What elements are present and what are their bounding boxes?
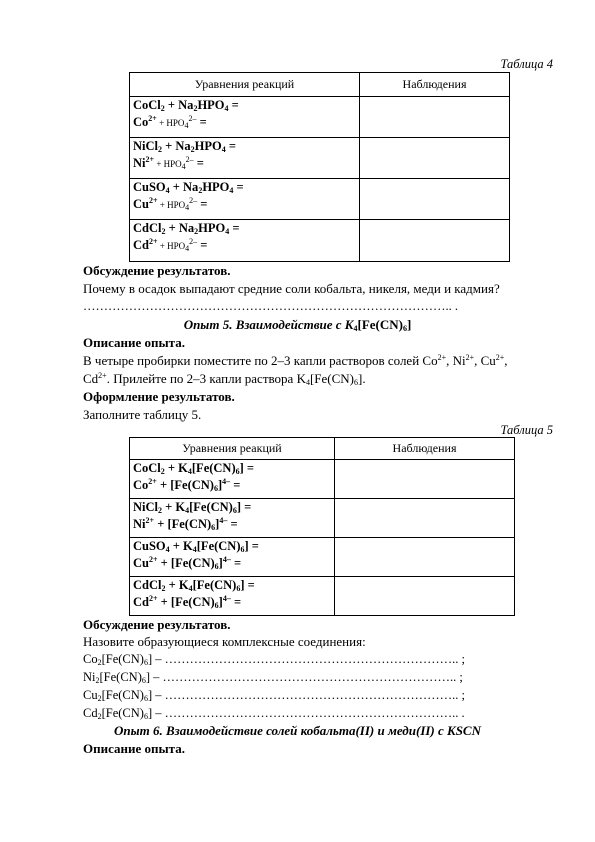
answer-dots[interactable]: …………………………………………………………………………….. . (83, 299, 458, 313)
equation-line: NiCl$_2$ + $Na_2HPO_4$ = (133, 139, 236, 154)
equation-line: CdCl$_2$ + $Na_2HPO_4$ = (133, 221, 240, 236)
table4-observation-cell[interactable] (360, 179, 510, 220)
table4-observation-cell[interactable] (360, 138, 510, 179)
equation-line: CoCl$_2$ + $K_4[Fe(CN)_6]$ = (133, 461, 255, 476)
experiment6-title: Опыт 6. Взаимодействие солей кобальта(II) и меди(II) с KSCN (114, 723, 481, 738)
ionic-equation-line: $Co^{2+} + [Fe(CN)_6]^{4-}$ = (133, 477, 241, 493)
formatting-heading: Оформление результатов. (83, 389, 235, 404)
table5-row (130, 577, 515, 616)
table5-header-row (130, 438, 515, 460)
discussion2-prompt: Назовите образующиеся комплексные соединения: (83, 634, 366, 649)
table4-row (130, 138, 510, 179)
experiment5-description-line1: В четыре пробирки поместите по 2–3 капли растворов солей $Co^{2+}$, $Ni^{2+}$, $Cu^{2+}$, (83, 353, 508, 368)
table4-equation-cell (130, 97, 360, 138)
table5-row (130, 538, 515, 577)
table5-equation-cell (130, 460, 335, 499)
complex-name-line[interactable]: $Ni_2[Fe(CN)_6]$ – …………………………………………………………….. ; (83, 670, 463, 685)
ionic-equation-line: $Cd^{2+} + [Fe(CN)_6]^{4-}$ = (133, 594, 242, 610)
table4-header-row (130, 73, 510, 97)
table5-caption: Таблица 5 (500, 423, 553, 437)
experiment5-description-line2: $Cd^{2+}$. Прилейте по 2–3 капли раствора $K_4[Fe(CN)_6]$. (83, 371, 366, 387)
discussion-question: Почему в осадок выпадают средние соли кобальта, никеля, меди и кадмия? (83, 281, 500, 296)
table5-header-observations: Наблюдения (335, 438, 515, 460)
equation-line: CoCl$_2$ + $Na_2HPO_4$ = (133, 98, 239, 113)
table4-observation-cell[interactable] (360, 97, 510, 138)
discussion-heading: Обсуждение результатов. (83, 263, 231, 278)
equation-line: NiCl$_2$ + $K_4[Fe(CN)_6]$ = (133, 500, 252, 515)
ionic-equation-line: $Cu^{2+} + [Fe(CN)_6]^{4-}$ = (133, 555, 242, 571)
table4 (129, 72, 510, 262)
ionic-equation-line: $Ni^{2+} + HPO_4^{2-}$ = (133, 155, 204, 171)
equation-line: CdCl$_2$ + $K_4[Fe(CN)_6]$ = (133, 578, 255, 593)
table4-equation-cell (130, 179, 360, 220)
ionic-equation-line: $Cu^{2+} + HPO_4^{2-}$ = (133, 196, 208, 212)
table5-equation-cell (130, 577, 335, 616)
table4-header-observations: Наблюдения (360, 73, 510, 97)
table5-observation-cell[interactable] (335, 499, 515, 538)
experiment6-description-heading: Описание опыта. (83, 741, 185, 756)
complex-name-line[interactable]: $Cd_2[Fe(CN)_6]$ – …………………………………………………………….. . (83, 706, 465, 721)
table5-observation-cell[interactable] (335, 577, 515, 616)
table4-header-equations: Уравнения реакций (130, 73, 360, 97)
table5-observation-cell[interactable] (335, 460, 515, 499)
equation-line: CuSO$_4$ + $K_4[Fe(CN)_6]$ = (133, 539, 259, 554)
table5-observation-cell[interactable] (335, 538, 515, 577)
table5-equation-cell (130, 538, 335, 577)
experiment5-description-heading: Описание опыта. (83, 335, 185, 350)
table5-row (130, 460, 515, 499)
fill-table-instruction: Заполните таблицу 5. (83, 407, 202, 422)
ionic-equation-line: $Co^{2+} + HPO_4^{2-}$ = (133, 114, 207, 130)
table4-row (130, 220, 510, 262)
table5-equation-cell (130, 499, 335, 538)
experiment5-title: Опыт 5. Взаимодействие с $K_4[Fe(CN)_6]$ (183, 317, 412, 333)
table4-equation-cell (130, 220, 360, 262)
table4-observation-cell[interactable] (360, 220, 510, 262)
complex-name-line[interactable]: $Cu_2[Fe(CN)_6]$ – …………………………………………………………….. ; (83, 688, 465, 703)
table5-row (130, 499, 515, 538)
complex-name-line[interactable]: $Co_2[Fe(CN)_6]$ – …………………………………………………………….. ; (83, 652, 465, 667)
table4-caption: Таблица 4 (500, 57, 553, 71)
table5 (129, 437, 515, 616)
equation-line: CuSO$_4$ + $Na_2HPO_4$ = (133, 180, 244, 195)
discussion2-heading: Обсуждение результатов. (83, 617, 231, 632)
table5-header-equations: Уравнения реакций (130, 438, 335, 460)
table4-row (130, 179, 510, 220)
ionic-equation-line: $Ni^{2+} + [Fe(CN)_6]^{4-}$ = (133, 516, 238, 532)
table4-row (130, 97, 510, 138)
ionic-equation-line: $Cd^{2+} + HPO_4^{2-}$ = (133, 237, 208, 253)
table4-equation-cell (130, 138, 360, 179)
